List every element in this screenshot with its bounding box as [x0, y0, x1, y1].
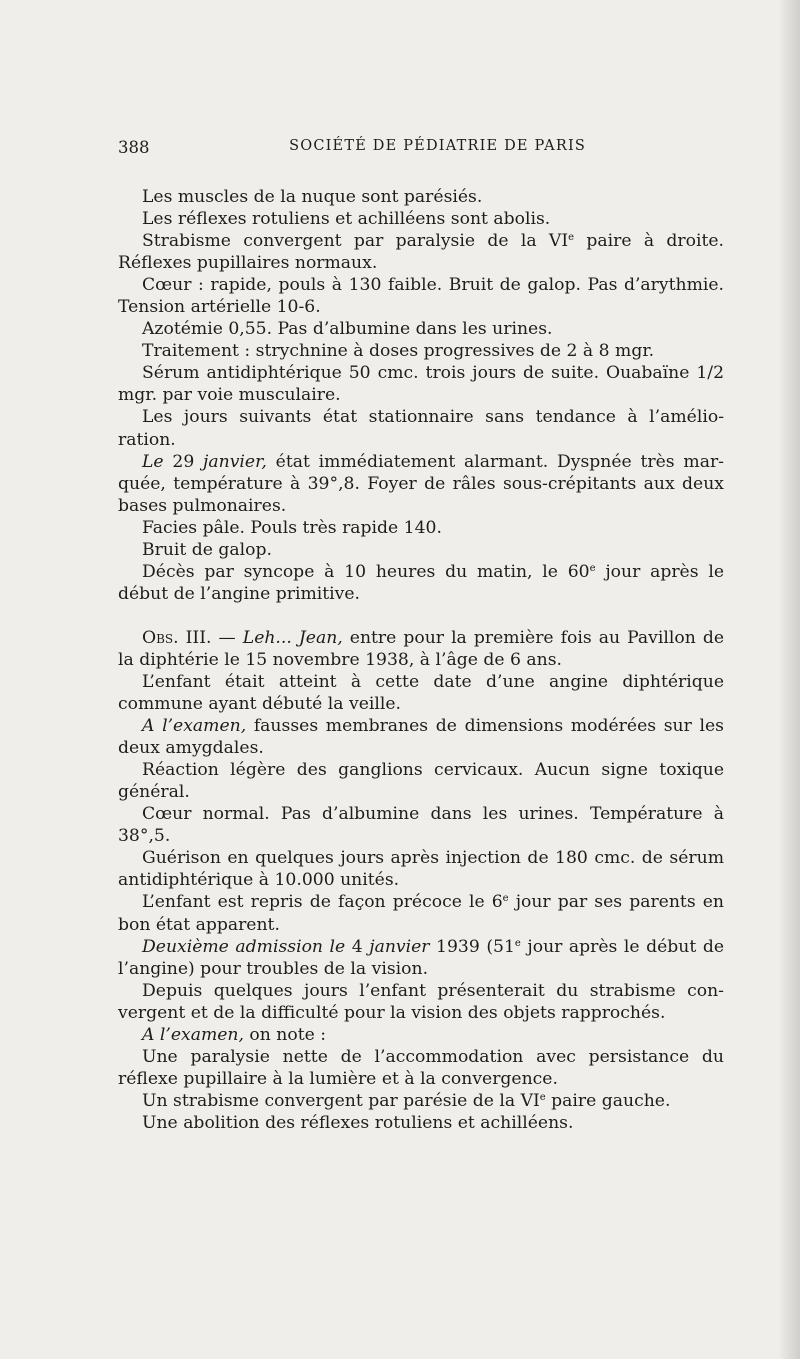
paragraph: Depuis quelques jours l’enfant présenterait du strabisme con-vergent et de la difficulté pour la vision des objets rapprochés. — [118, 980, 724, 1023]
paragraph: Guérison en quelques jours après injection de 180 cmc. de sérum antidiphtérique à 10.000 unités. — [118, 848, 724, 891]
text-run: paire à droite. Réflexes pupillaires normaux. — [118, 231, 724, 274]
page-number: 388 — [118, 138, 150, 157]
paragraph — [118, 891, 724, 935]
text-run: Strabisme convergent par paralysie de la VI — [142, 231, 569, 252]
italic-run: A l’examen, — [142, 716, 247, 737]
text-run: paire gauche. — [545, 1090, 671, 1111]
text-run: on note : — [243, 1024, 327, 1045]
superscript: e — [568, 232, 575, 244]
page-edge-shadow — [778, 0, 800, 1359]
italic-run: Leh... Jean, — [242, 627, 343, 648]
paragraph: Une paralysie nette de l’accommodation avec persistance du réflexe pupillaire à la lumière et à la convergence. — [118, 1046, 724, 1089]
text-run: jour après le début de l’angine primitive. — [118, 561, 725, 604]
paragraph: Une abolition des réflexes rotuliens et achilléens. — [142, 1112, 574, 1133]
superscript: e — [589, 562, 596, 574]
page-header — [118, 138, 586, 162]
text-run: Décès par syncope à 10 heures du matin, le 60 — [142, 561, 590, 582]
paragraph: Les réflexes rotuliens et achilléens sont abolis. — [142, 209, 551, 230]
running-title: SOCIÉTÉ DE PÉDIATRIE DE PARIS — [289, 138, 586, 154]
paragraph: Les jours suivants état stationnaire sans tendance à l’amélio-ration. — [118, 407, 724, 450]
superscript: e — [539, 1091, 546, 1103]
italic-run: janvier, — [203, 451, 267, 472]
italic-run: janvier — [369, 936, 430, 957]
paragraph — [118, 936, 724, 980]
paragraph — [118, 627, 724, 671]
body-text — [118, 186, 724, 1134]
text-run: Un strabisme convergent par parésie de la VI — [142, 1090, 540, 1111]
paragraph: Réaction légère des ganglions cervicaux. Aucun signe toxique général. — [118, 760, 724, 803]
italic-run: A l’examen, — [142, 1024, 244, 1045]
paragraph: Azotémie 0,55. Pas d’albumine dans les urines. — [142, 319, 553, 340]
text-run: — — [211, 627, 243, 648]
superscript: e — [514, 937, 521, 949]
paragraph: Cœur normal. Pas d’albumine dans les urines. Température à 38°,5. — [118, 804, 724, 847]
paragraph: Traitement : strychnine à doses progressives de 2 à 8 mgr. — [142, 341, 655, 362]
text-run: jour par ses parents en bon état apparent. — [118, 892, 724, 935]
paragraph — [118, 715, 724, 759]
text-run: jour après le début de l’angine) pour troubles de la vision. — [118, 936, 724, 979]
paragraph: Sérum antidiphtérique 50 cmc. trois jours de suite. Ouabaïne 1/2 mgr. par voie musculaire. — [118, 363, 724, 406]
superscript: e — [502, 893, 509, 905]
paragraph: Cœur : rapide, pouls à 130 faible. Bruit de galop. Pas d’arythmie. Tension artérielle 10-6. — [118, 275, 724, 318]
obs-label: Obs. III. — [142, 627, 212, 648]
italic-run: Le — [142, 451, 164, 472]
paragraph — [118, 451, 724, 517]
text-run: L’enfant est repris de façon précoce le 6 — [142, 892, 503, 913]
paragraph — [118, 1024, 724, 1046]
text-run: fausses membranes de dimensions modérées sur les deux amygdales. — [118, 716, 724, 759]
text-run: 29 — [163, 451, 204, 472]
paragraph — [118, 1090, 724, 1112]
italic-run: Deuxième admission le — [142, 936, 346, 957]
paragraph: Bruit de galop. — [142, 539, 272, 560]
text-run: 4 — [345, 936, 370, 957]
paragraph: L’enfant était atteint à cette date d’une angine diphtérique commune ayant débuté la veille. — [118, 671, 724, 715]
text-run: état immédiatement alarmant. Dyspnée très mar-quée, température à 39°,8. Foyer de râles sous-crépitants aux deux bases pulmonaires. — [118, 451, 724, 516]
paragraph: Les muscles de la nuque sont parésiés. — [142, 187, 483, 207]
paragraph — [118, 561, 724, 605]
text-run: 1939 (51 — [429, 936, 515, 957]
paragraph: Facies pâle. Pouls très rapide 140. — [142, 517, 442, 538]
paragraph — [118, 230, 724, 274]
text-run: entre pour la première fois au Pavillon de la diphtérie le 15 novembre 1938, à l’âge de 6 ans. — [118, 627, 724, 670]
